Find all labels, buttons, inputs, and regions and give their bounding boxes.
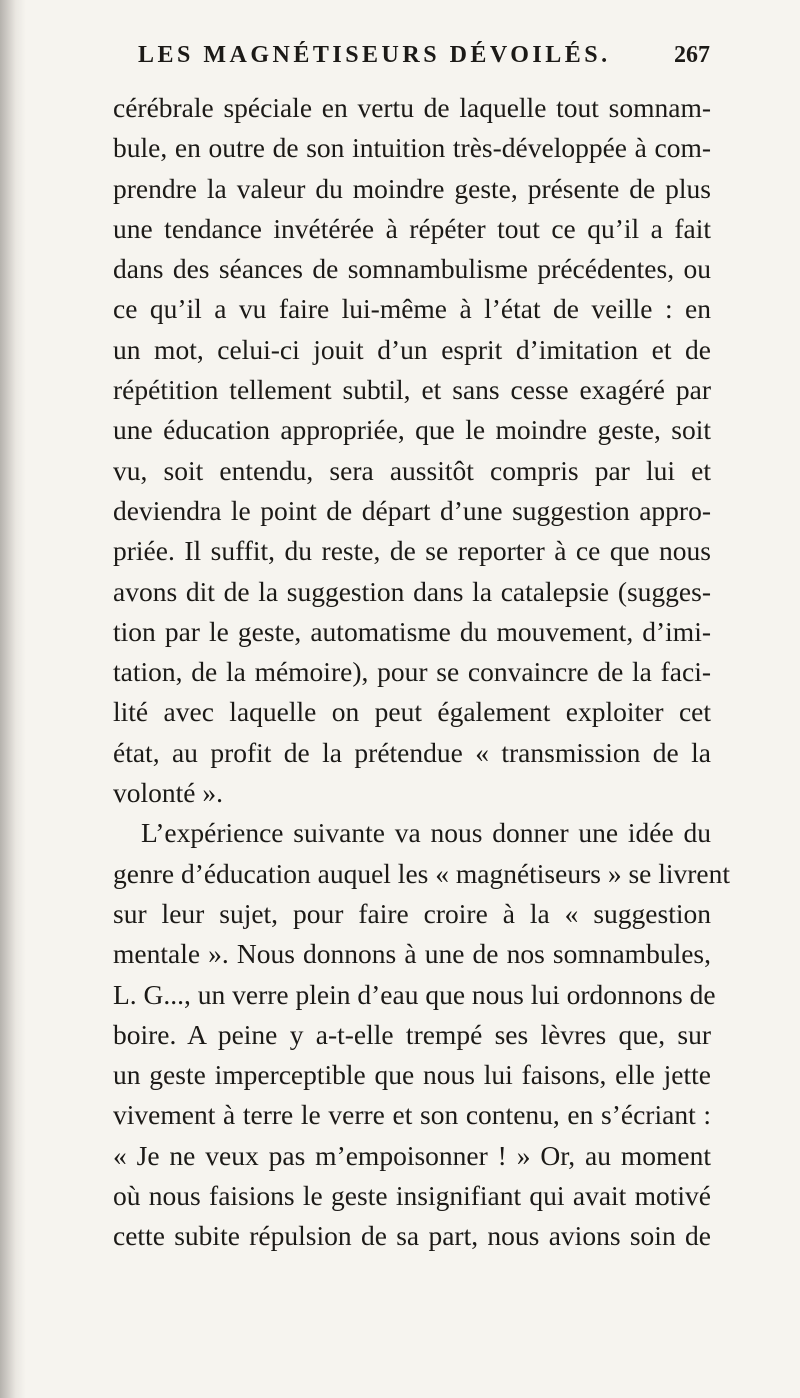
text-line: L. G..., un verre plein d’eau que nous lui ordonnons de: [113, 978, 716, 1010]
text-line: un geste imperceptible que nous lui faisons, elle jette: [113, 1059, 711, 1091]
text-line: vu, soit entendu, sera aussitôt compris par lui et: [113, 454, 711, 486]
text-line: vivement à terre le verre et son contenu, en s’écriant :: [113, 1099, 711, 1131]
body-text: [113, 88, 731, 1257]
page-gutter-shadow: [0, 0, 26, 1398]
text-line: une éducation appropriée, que le moindre geste, soit: [113, 414, 711, 446]
running-head: [138, 42, 710, 76]
text-line: où nous faisions le geste insignifiant qui avait motivé: [113, 1180, 711, 1212]
text-line: un mot, celui-ci jouit d’un esprit d’imitation et de: [113, 333, 711, 365]
text-line: boire. A peine y a-t-elle trempé ses lèvres que, sur: [113, 1018, 711, 1050]
text-line: « Je ne veux pas m’empoisonner ! » Or, au moment: [113, 1139, 711, 1171]
text-line: dans des séances de somnambulisme précédentes, ou: [113, 253, 711, 285]
text-line: priée. Il suffit, du reste, de se reporter à ce que nous: [113, 535, 711, 567]
text-line: sur leur sujet, pour faire croire à la « suggestion: [113, 897, 711, 929]
text-line: volonté ».: [113, 777, 223, 809]
page-number: 267: [674, 42, 710, 68]
text-line: L’expérience suivante va nous donner une idée du: [141, 817, 711, 849]
text-line: bule, en outre de son intuition très-développée à com-: [113, 132, 711, 164]
text-line: mentale ». Nous donnons à une de nos somnambules,: [113, 938, 711, 970]
text-line: cette subite répulsion de sa part, nous avions soin de: [113, 1220, 711, 1252]
text-line: cérébrale spéciale en vertu de laquelle tout somnam-: [113, 92, 711, 123]
text-line: genre d’éducation auquel les « magnétiseurs » se livrent: [113, 857, 731, 889]
text-line: lité avec laquelle on peut également exploiter cet: [113, 696, 711, 728]
text-line: tion par le geste, automatisme du mouvement, d’imi-: [113, 615, 711, 647]
text-line: ce qu’il a vu faire lui-même à l’état de veille : en: [113, 293, 711, 325]
text-line: une tendance invétérée à répéter tout ce qu’il a fait: [113, 212, 711, 244]
text-line: prendre la valeur du moindre geste, présente de plus: [113, 172, 711, 204]
running-title: LES MAGNÉTISEURS DÉVOILÉS.: [138, 42, 611, 68]
text-line: deviendra le point de départ d’une suggestion appro-: [113, 494, 711, 526]
text-line: avons dit de la suggestion dans la catalepsie (sugges-: [113, 575, 711, 607]
text-line: état, au profit de la prétendue « transmission de la: [113, 736, 711, 768]
text-line: répétition tellement subtil, et sans cesse exagéré par: [113, 374, 711, 406]
text-line: tation, de la mémoire), pour se convaincre de la faci-: [113, 656, 711, 688]
